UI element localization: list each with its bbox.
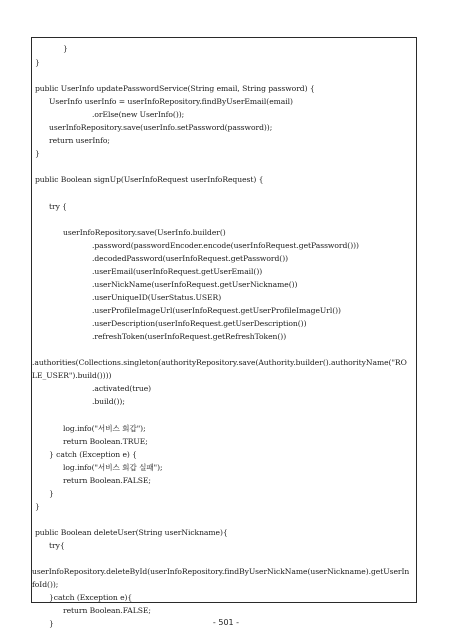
code-line: return Boolean.FALSE; <box>63 476 151 485</box>
code-line: .userNickName(userInfoRequest.getUserNickname()) <box>92 280 298 289</box>
code-line: } <box>49 489 54 498</box>
code-line: log.info("서비스 회갑"); <box>63 424 146 433</box>
code-line: } <box>35 149 40 158</box>
code-line: .build()); <box>92 397 125 406</box>
code-line: .password(passwordEncoder.encode(userInfoRequest.getPassword())) <box>92 241 359 250</box>
code-line: try{ <box>49 541 65 550</box>
code-line: .refreshToken(userInfoRequest.getRefreshToken()) <box>92 332 287 341</box>
code-line: UserInfo userInfo = userInfoRepository.findByUserEmail(email) <box>49 97 293 106</box>
code-line: .userEmail(userInfoRequest.getUserEmail()) <box>92 267 263 276</box>
code-line: } <box>63 44 68 53</box>
code-line: .authorities(Collections.singleton(authorityRepository.save(Authority.builder().authorityName("RO <box>32 358 407 367</box>
code-line: userInfoRepository.save(userInfo.setPassword(password)); <box>49 123 273 132</box>
code-line: public Boolean deleteUser(String userNickname){ <box>35 528 228 537</box>
code-line: .decodedPassword(userInfoRequest.getPassword()) <box>92 254 289 263</box>
code-line: } catch (Exception e) { <box>49 450 137 459</box>
code-line: .userProfileImageUrl(userInfoRequest.getUserProfileImageUrl()) <box>92 306 341 315</box>
code-line: return Boolean.FALSE; <box>63 606 151 615</box>
code-line: LE_USER").build()))) <box>32 371 112 380</box>
page-number: - 501 - <box>212 618 240 627</box>
code-line: }catch (Exception e){ <box>49 593 133 602</box>
code-line: .userUniqueID(UserStatus.USER) <box>92 293 222 302</box>
code-line: .orElse(new UserInfo()); <box>92 110 185 119</box>
code-line: public UserInfo updatePasswordService(String email, String password) { <box>35 84 315 93</box>
code-line: return Boolean.TRUE; <box>63 437 148 446</box>
code-line: userInfoRepository.deleteById(userInfoRepository.findByUserNickName(userNickname).getUserIn <box>32 567 410 576</box>
code-line: userInfoRepository.save(UserInfo.builder() <box>63 228 226 237</box>
code-line: return userInfo; <box>49 136 110 145</box>
code-line: foId()); <box>32 580 59 589</box>
code-line: } <box>49 619 54 628</box>
code-line: } <box>35 58 40 67</box>
code-line: public Boolean signUp(UserInfoRequest userInfoRequest) { <box>35 175 264 184</box>
code-line: } <box>35 502 40 511</box>
code-line: .activated(true) <box>92 384 152 393</box>
code-line: log.info("서비스 회갑 실패"); <box>63 463 163 472</box>
code-line: try { <box>49 202 67 211</box>
code-line: .userDescription(userInfoRequest.getUserDescription()) <box>92 319 307 328</box>
